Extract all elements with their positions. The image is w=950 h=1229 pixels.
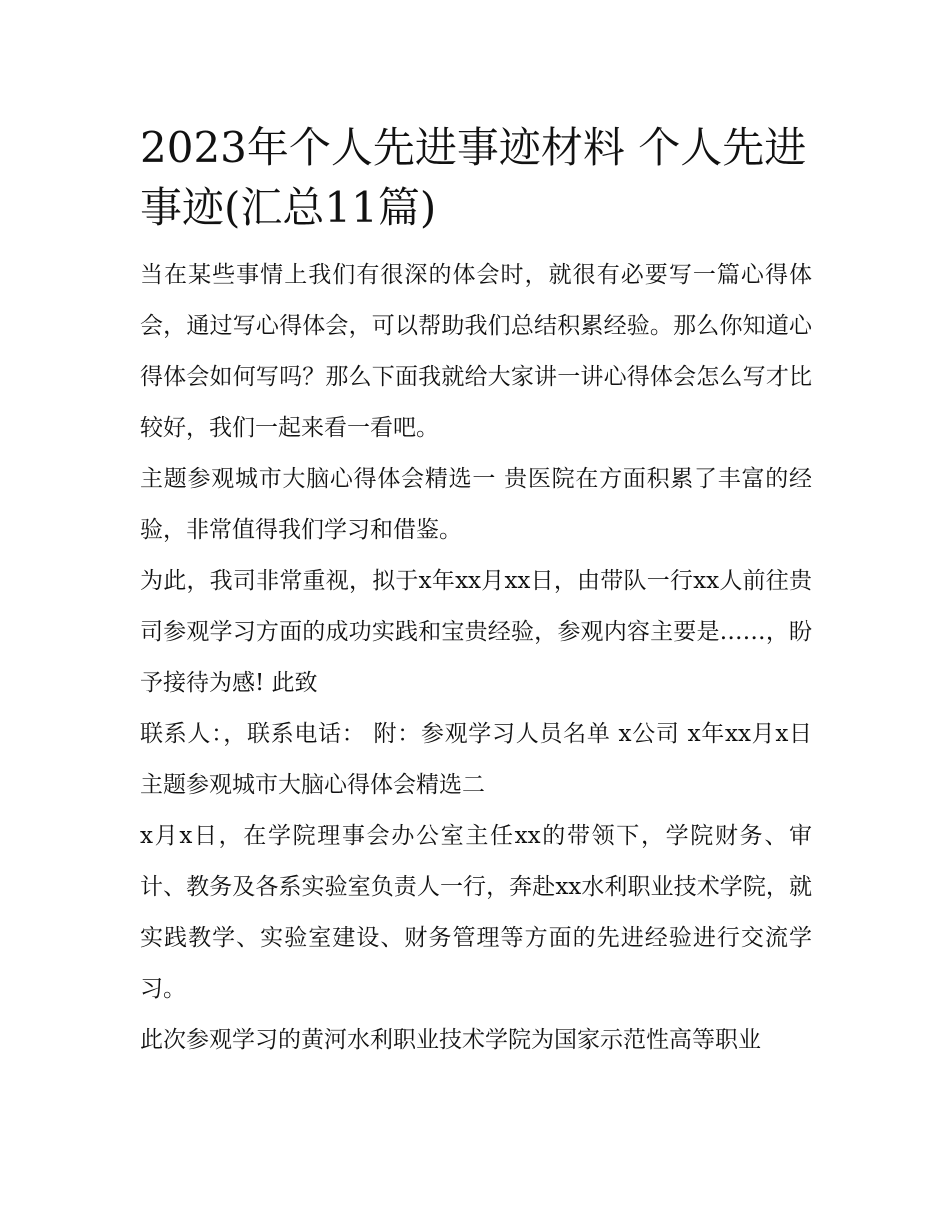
paragraph-visit-target: 此次参观学习的黄河水利职业技术学院为国家示范性高等职业 <box>140 1027 761 1053</box>
paragraph-contact: 联系人：，联系电话： 附：参观学习人员名单 x公司 x年xx月x日 主题参观城市大脑心得体会精选二 <box>140 721 812 798</box>
paragraph-selection-two: x月x日，在学院理事会办公室主任xx的带领下，学院财务、审计、教务及各系实验室负责人一行，奔赴xx水利职业技术学院，就实践教学、实验室建设、财务管理等方面的先进经验进行交流学习。 <box>140 823 812 1002</box>
document-title: 2023年个人先进事迹材料 个人先进事迹(汇总11篇) <box>140 123 807 232</box>
paragraph-visit-plan: 为此，我司非常重视，拟于x年xx月xx日，由带队一行xx人前往贵司参观学习方面的成功实践和宝贵经验，参观内容主要是……，盼予接待为感! 此致 <box>140 568 812 696</box>
document-page <box>140 118 812 1066</box>
paragraph-selection-one: 主题参观城市大脑心得体会精选一 贵医院在方面积累了丰富的经验，非常值得我们学习和借鉴。 <box>140 466 812 543</box>
paragraph-intro: 当在某些事情上我们有很深的体会时，就很有必要写一篇心得体会，通过写心得体会，可以帮助我们总结积累经验。那么你知道心得体会如何写吗？那么下面我就给大家讲一讲心得体会怎么写才比较好，我们一起来看一看吧。 <box>140 262 812 441</box>
